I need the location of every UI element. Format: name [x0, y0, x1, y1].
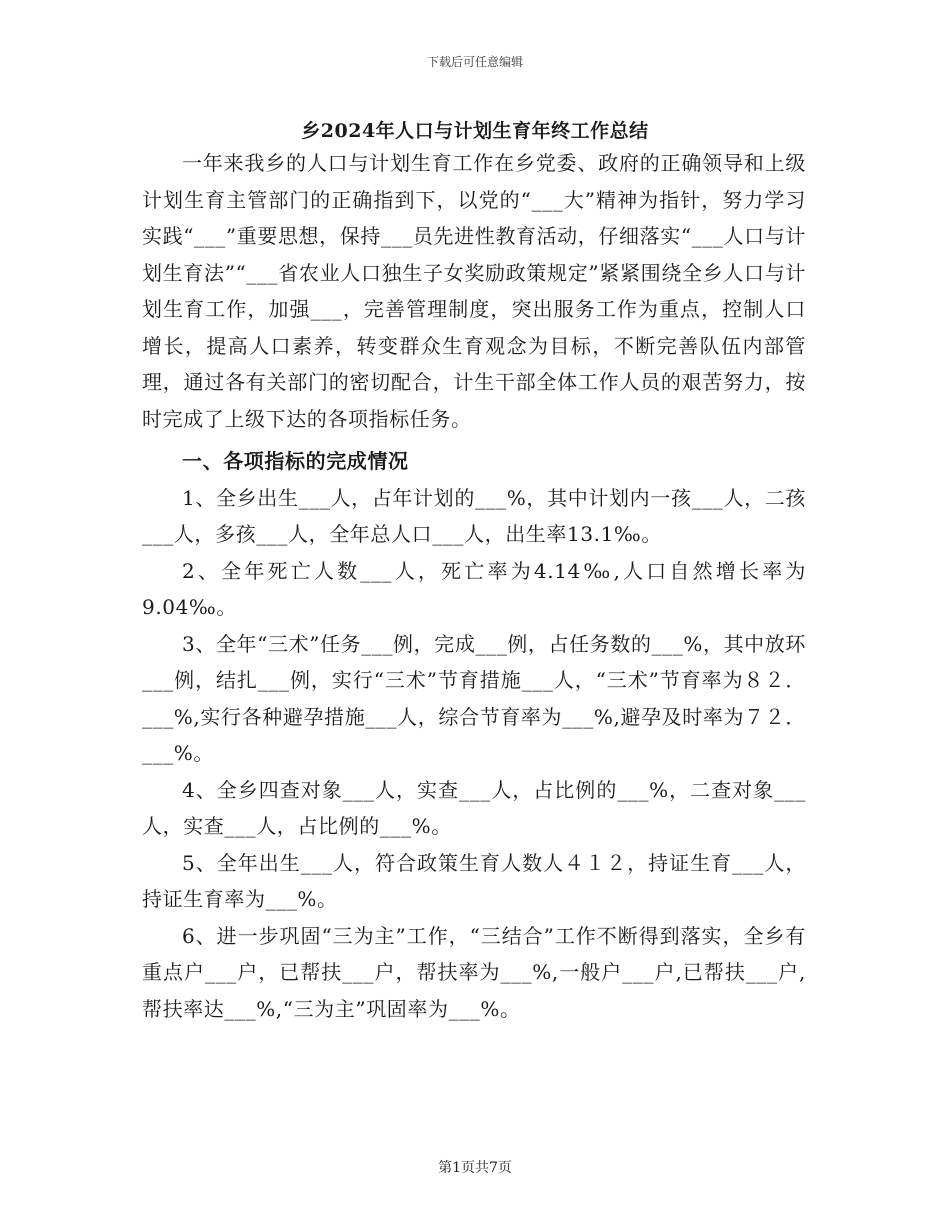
indicator-item-6: 6、进一步巩固“三为主”工作，“三结合”工作不断得到落实，全乡有重点户___户，已帮扶___户，帮扶率为___%,一般户___户,已帮扶___户,帮扶率达___%,“三为主”巩固率为___%。 [142, 923, 806, 1021]
intro-paragraph: 一年来我乡的人口与计划生育工作在乡党委、政府的正确领导和上级计划生育主管部门的正确指到下，以党的“___大”精神为指针，努力学习实践“___”重要思想，保持___员先进性教育活动，仔细落实“___人口与计划生育法”“___省农业人口独生子女奖励政策规定”紧紧围绕全乡人口与计划生育工作，加强___，完善管理制度，突出服务工作为重点，控制人口增长，提高人口素养，转变群众生育观念为目标，不断完善队伍内部管理，通过各有关部门的密切配合，计生干部全体工作人员的艰苦努力，按时完成了上级下达的各项指标任务。 [142, 151, 806, 431]
indicator-item-5: 5、全年出生___人，符合政策生育人数人４１２，持证生育___人，持证生育率为___%。 [142, 850, 806, 911]
indicator-item-3: 3、全年“三术”任务___例，完成___例，占任务数的___%，其中放环___例，结扎___例，实行“三术”节育措施___人，“三术”节育率为８２．___%,实行各种避孕措施___人，综合节育率为___%,避孕及时率为７２．___%。 [142, 631, 806, 765]
indicator-item-2: 2、全年死亡人数___人，死亡率为4.14‰,人口自然增长率为9.04‰。 [142, 558, 806, 619]
document-body [142, 145, 806, 1027]
indicator-item-1: 1、全乡出生___人，占年计划的___%，其中计划内一孩___人，二孩___人，多孩___人，全年总人口___人，出生率13.1‰。 [142, 485, 806, 546]
header-note: 下载后可任意编辑 [426, 55, 523, 69]
indicator-item-4: 4、全乡四查对象___人，实查___人，占比例的___%，二查对象___人，实查___人，占比例的___%。 [142, 777, 806, 838]
section-heading: 一、各项指标的完成情况 [182, 449, 409, 473]
document-title: 乡2024年人口与计划生育年终工作总结 [301, 120, 649, 142]
page-number: 第1页共7页 [438, 1160, 512, 1176]
